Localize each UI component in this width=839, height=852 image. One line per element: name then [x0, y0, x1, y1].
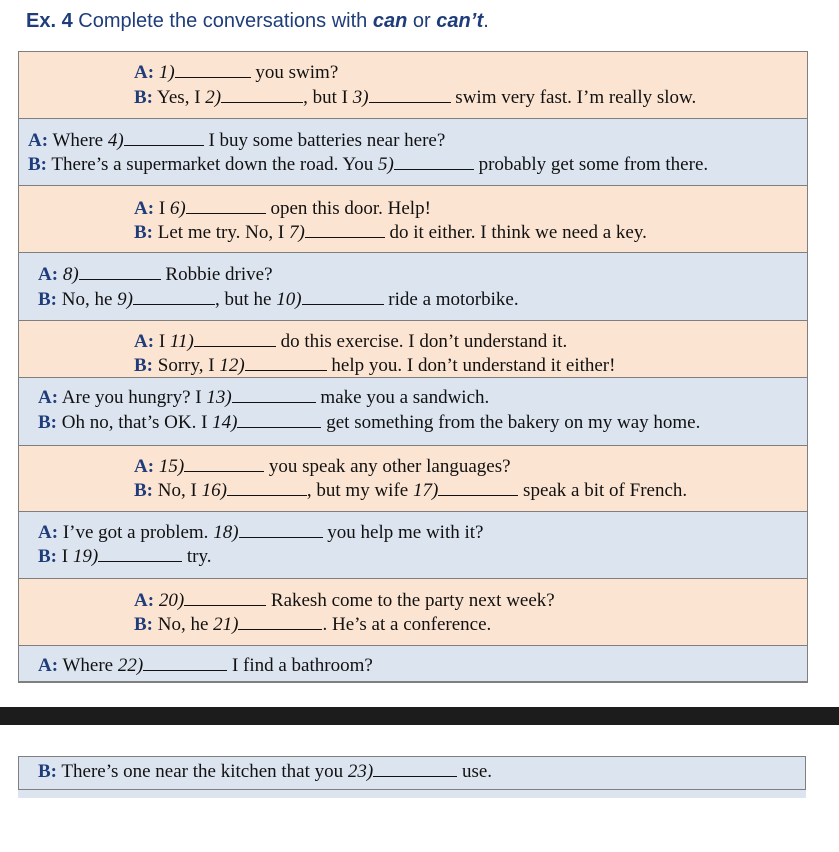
title-end: . [483, 10, 489, 32]
answer-blank-9[interactable] [133, 289, 215, 305]
answer-blank-12[interactable] [245, 355, 327, 371]
answer-blank-14[interactable] [237, 412, 321, 428]
line-5b: B: Sorry, I 12) help you. I don’t understand it either! [134, 355, 616, 376]
answer-blank-17[interactable] [438, 480, 518, 496]
word-can: can [372, 10, 408, 32]
exercise-title [26, 10, 489, 33]
word-cant: can’t [436, 10, 484, 32]
answer-blank-15[interactable] [184, 456, 264, 472]
line-1a: A: 1) you swim? [134, 62, 339, 83]
answer-blank-4[interactable] [124, 130, 204, 146]
line-7b: B: No, I 16) , but my wife 17) speak a bit of French. [134, 480, 688, 501]
answer-blank-3[interactable] [369, 87, 451, 103]
conversation-table [18, 51, 808, 683]
line-3a: A: I 6) open this door. Help! [134, 198, 431, 219]
line-2a: A: Where 4) I buy some batteries near here? [28, 130, 446, 151]
answer-blank-16[interactable] [227, 480, 307, 496]
line-2b: B: There’s a supermarket down the road. You 5) probably get some from there. [28, 154, 709, 175]
line-4b: B: No, he 9) , but he 10) ride a motorbike. [38, 289, 519, 310]
conversation-4 [19, 253, 807, 321]
answer-blank-1[interactable] [175, 62, 251, 78]
bottom-strip [18, 790, 806, 798]
answer-blank-8[interactable] [79, 264, 161, 280]
conversation-2 [19, 119, 807, 186]
conversation-3 [19, 186, 807, 253]
line-8a: A: I’ve got a problem. 18) you help me with it? [38, 522, 484, 543]
answer-blank-21[interactable] [238, 614, 322, 630]
answer-blank-20[interactable] [184, 590, 266, 606]
answer-blank-18[interactable] [239, 522, 323, 538]
conversation-7 [19, 446, 807, 512]
title-or: or [407, 10, 437, 32]
answer-blank-19[interactable] [98, 546, 182, 562]
answer-blank-5[interactable] [394, 154, 474, 170]
line-5a: A: I 11) do this exercise. I don’t understand it. [134, 331, 568, 352]
conversation-5 [19, 321, 807, 378]
answer-blank-11[interactable] [194, 331, 276, 347]
answer-blank-10[interactable] [302, 289, 384, 305]
conversation-6 [19, 378, 807, 446]
answer-blank-22[interactable] [143, 655, 227, 671]
line-9b: B: No, he 21) . He’s at a conference. [134, 614, 492, 635]
line-3b: B: Let me try. No, I 7) do it either. I think we need a key. [134, 222, 647, 243]
line-6a: A: Are you hungry? I 13) make you a sandwich. [38, 387, 490, 408]
answer-blank-6[interactable] [186, 198, 266, 214]
line-6b: B: Oh no, that’s OK. I 14) get something from the bakery on my way home. [38, 412, 701, 433]
title-text: Complete the conversations with [72, 10, 373, 32]
exercise-number: Ex. 4 [26, 10, 73, 32]
answer-blank-23[interactable] [373, 761, 457, 777]
conversation-10 [19, 646, 807, 683]
line-4a: A: 8) Robbie drive? [38, 264, 273, 285]
line-10a: A: Where 22) I find a bathroom? [38, 655, 373, 676]
line-9a: A: 20) Rakesh come to the party next week? [134, 590, 555, 611]
answer-blank-7[interactable] [305, 222, 385, 238]
answer-blank-13[interactable] [232, 387, 316, 403]
answer-blank-2[interactable] [221, 87, 303, 103]
conversation-1 [19, 52, 807, 119]
line-1b: B: Yes, I 2) , but I 3) swim very fast. I’m really slow. [134, 87, 697, 108]
conversation-9 [19, 579, 807, 646]
conversation-10-continued [18, 756, 806, 790]
line-7a: A: 15) you speak any other languages? [134, 456, 511, 477]
line-8b: B: I 19) try. [38, 546, 212, 567]
conversation-8 [19, 512, 807, 579]
line-10b: B: There’s one near the kitchen that you 23) use. [38, 761, 493, 782]
page-divider [0, 707, 839, 725]
